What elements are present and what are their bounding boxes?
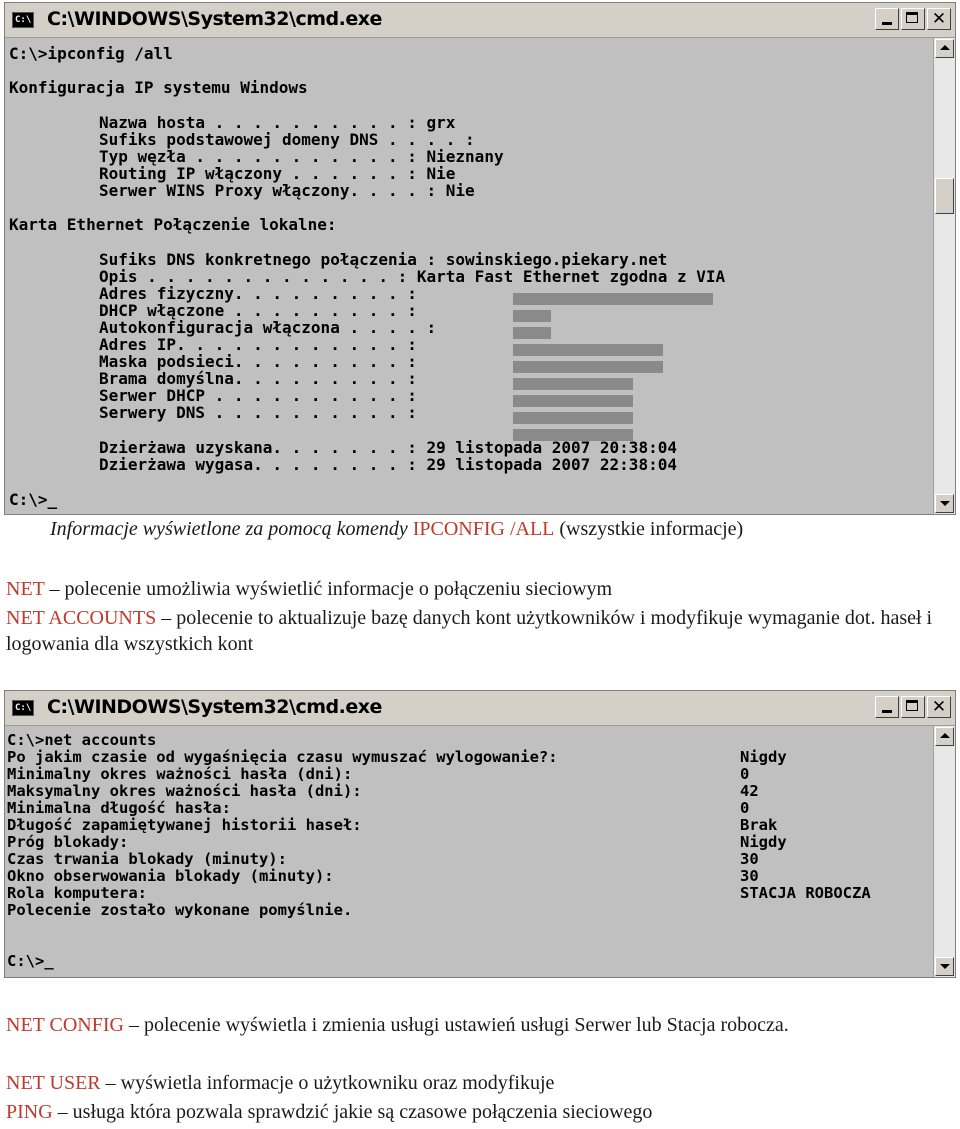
description-text: – polecenie to aktualizuje bazę danych kont użytkowników i modyfikuje wymaganie dot. haseł i logowania dla wszystkich kont — [6, 607, 933, 655]
setting-label: Długość zapamiętywanej historii haseł: — [7, 816, 362, 834]
setting-value: Nigdy — [740, 748, 787, 766]
paragraph-net-user — [6, 1070, 952, 1096]
console-line: Maska podsieci. . . . . . . . . : — [99, 352, 417, 371]
title-bar[interactable] — [5, 3, 955, 38]
console-line: DHCP włączone . . . . . . . . . : — [99, 301, 417, 320]
setting-value: STACJA ROBOCZA — [740, 884, 871, 902]
setting-label: Próg blokady: — [7, 833, 129, 851]
console-line: Karta Ethernet Połączenie lokalne: — [9, 215, 337, 234]
console-line: Opis . . . . . . . . . . . . . : Karta Fast Ethernet zgodna z VIA — [99, 267, 726, 286]
close-button[interactable]: ✕ — [927, 8, 951, 30]
console-line: Serwery DNS . . . . . . . . . . : — [99, 403, 417, 422]
command-net-config: NET CONFIG — [6, 1014, 124, 1036]
console-line: Routing IP włączony . . . . . . : Nie — [99, 164, 456, 183]
console-line: Serwer WINS Proxy włączony. . . . : Nie — [99, 181, 475, 200]
paragraph-net — [6, 576, 952, 602]
setting-label: Minimalny okres ważności hasła (dni): — [7, 765, 353, 783]
vertical-scrollbar[interactable] — [933, 726, 955, 977]
scroll-up-arrow-icon[interactable] — [935, 727, 954, 746]
description-text: – wyświetla informacje o użytkowniku oraz modyfikuje — [105, 1072, 555, 1094]
command-net: NET — [6, 578, 45, 600]
figure-caption — [50, 518, 743, 541]
status-message: Polecenie zostało wykonane pomyślnie. — [7, 901, 353, 919]
setting-value: 30 — [740, 867, 759, 885]
description-text: – usługa która pozwala sprawdzić jakie są czasowe połączenia sieciowego — [57, 1101, 653, 1123]
minimize-button[interactable] — [875, 696, 899, 718]
scroll-down-arrow-icon[interactable] — [935, 957, 954, 976]
description-text: – polecenie wyświetla i zmienia usługi ustawień usługi Serwer lub Stacja robocza. — [128, 1014, 789, 1036]
maximize-button[interactable] — [901, 8, 925, 30]
setting-value: 30 — [740, 850, 759, 868]
console-line: Dzierżawa uzyskana. . . . . . . : 29 listopada 2007 20:38:04 — [99, 438, 677, 457]
console-line: Sufiks podstawowej domeny DNS . . . . : — [99, 130, 475, 149]
console-line: Konfiguracja IP systemu Windows — [9, 78, 308, 97]
setting-value: 0 — [740, 799, 750, 817]
setting-label: Okno obserwowania blokady (minuty): — [7, 867, 334, 885]
scroll-thumb[interactable] — [935, 178, 954, 214]
console-prompt: C:\>_ — [7, 952, 54, 970]
command-net-accounts: NET ACCOUNTS — [6, 607, 157, 629]
scroll-down-arrow-icon[interactable] — [935, 494, 954, 513]
console-prompt: C:\>_ — [9, 490, 58, 509]
setting-value: Brak — [740, 816, 778, 834]
console-line: Adres fizyczny. . . . . . . . . : — [99, 284, 417, 303]
setting-label: Minimalna długość hasła: — [7, 799, 231, 817]
console-line: Adres IP. . . . . . . . . . . . : — [99, 335, 417, 354]
close-button[interactable]: ✕ — [927, 696, 951, 718]
setting-label: Czas trwania blokady (minuty): — [7, 850, 287, 868]
scroll-up-arrow-icon[interactable] — [935, 39, 954, 58]
console-output[interactable] — [5, 726, 933, 977]
command-ping: PING — [6, 1101, 53, 1123]
cmd-window-ipconfig — [4, 2, 956, 515]
title-bar[interactable] — [5, 691, 955, 726]
console-line: Serwer DHCP . . . . . . . . . . : — [99, 386, 417, 405]
console-icon: C:\ — [12, 12, 34, 28]
console-line: Brama domyślna. . . . . . . . . : — [99, 369, 417, 388]
console-line: C:\>ipconfig /all — [9, 44, 173, 63]
console-prompt: C:\>net accounts — [7, 731, 157, 749]
setting-label: Rola komputera: — [7, 884, 147, 902]
console-line: Typ węzła . . . . . . . . . . . : Nieznany — [99, 147, 504, 166]
command-net-user: NET USER — [6, 1072, 101, 1094]
console-icon: C:\ — [12, 700, 34, 716]
window-title: C:\WINDOWS\System32\cmd.exe — [47, 8, 382, 30]
cmd-window-net-accounts — [4, 690, 956, 978]
maximize-button[interactable] — [901, 696, 925, 718]
window-title: C:\WINDOWS\System32\cmd.exe — [47, 696, 382, 718]
console-line: Nazwa hosta . . . . . . . . . . : grx — [99, 113, 456, 132]
console-line: Sufiks DNS konkretnego połączenia : sowinskiego.piekary.net — [99, 250, 668, 269]
caption-command: IPCONFIG /ALL — [412, 518, 555, 540]
setting-label: Maksymalny okres ważności hasła (dni): — [7, 782, 362, 800]
paragraph-ping — [6, 1099, 952, 1125]
caption-text: Informacje wyświetlone za pomocą komendy — [50, 518, 408, 540]
console-line: Dzierżawa wygasa. . . . . . . . : 29 listopada 2007 22:38:04 — [99, 455, 677, 474]
setting-value: 42 — [740, 782, 759, 800]
paragraph-net-config — [6, 1012, 952, 1038]
caption-rest: (wszystkie informacje) — [559, 518, 744, 540]
setting-label: Po jakim czasie od wygaśnięcia czasu wymuszać wylogowanie?: — [7, 748, 558, 766]
vertical-scrollbar[interactable] — [933, 38, 955, 514]
setting-value: 0 — [740, 765, 750, 783]
paragraph-net-accounts — [6, 605, 952, 657]
description-text: – polecenie umożliwia wyświetlić informacje o połączeniu sieciowym — [49, 578, 613, 600]
minimize-button[interactable] — [875, 8, 899, 30]
console-line: Autokonfiguracja włączona . . . . : — [99, 318, 437, 337]
console-output[interactable] — [5, 38, 933, 514]
setting-value: Nigdy — [740, 833, 787, 851]
